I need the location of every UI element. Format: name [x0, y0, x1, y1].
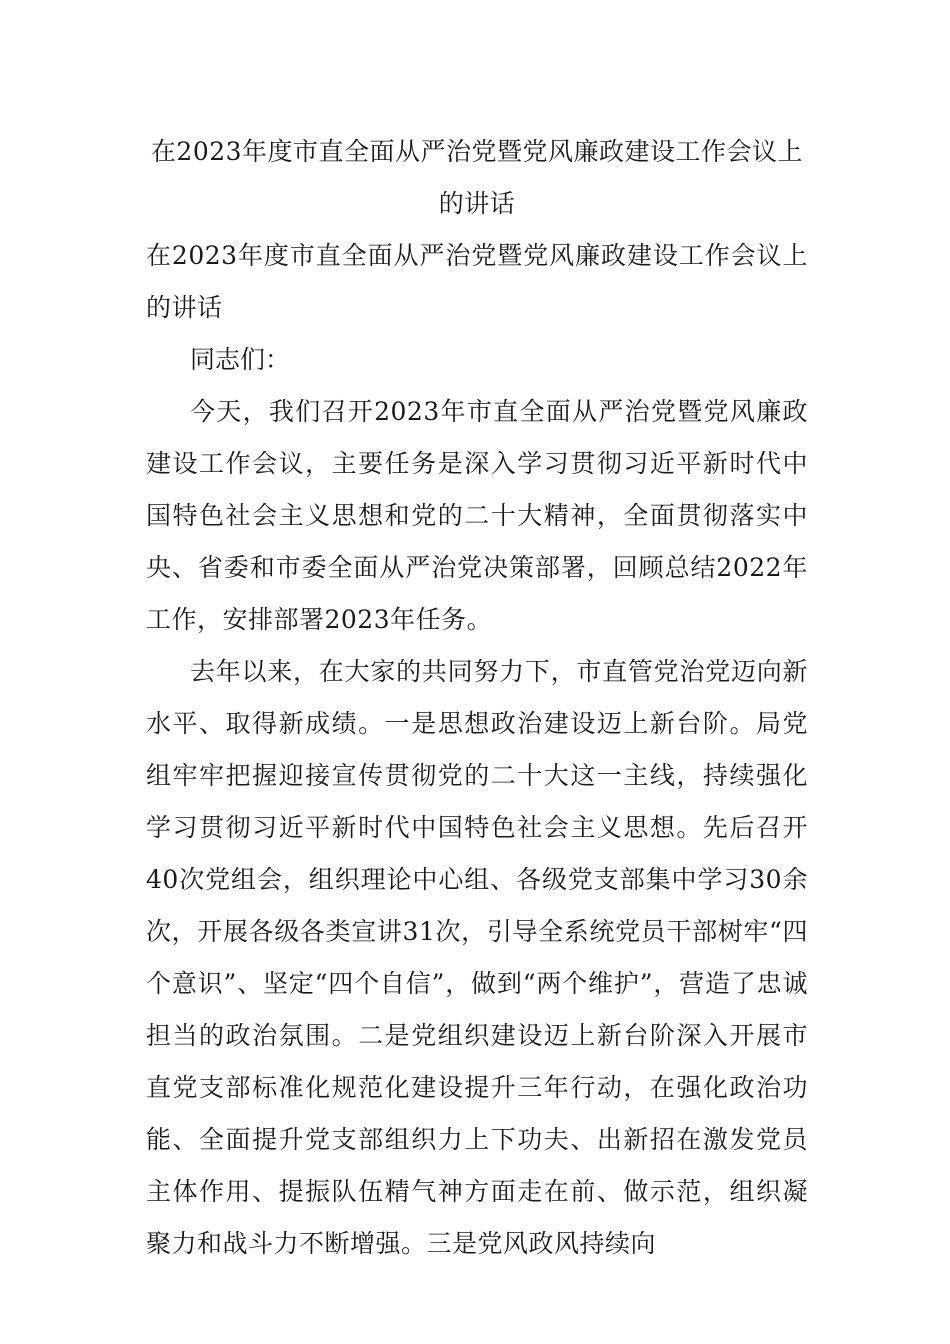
document-title: 在2023年度市直全面从严治党暨党风廉政建设工作会议上的讲话 [150, 137, 804, 218]
salutation: 同志们： [190, 345, 291, 374]
body-paragraph: 今天，我们召开2023年市直全面从严治党暨党风廉政建设工作会议，主要任务是深入学习贯彻习近平新时代中国特色社会主义思想和党的二十大精神，全面贯彻落实中央、省委和市委全面从严治党决策部署，回顾总结2022年工作，安排部署2023年任务。 [146, 397, 808, 634]
body-paragraph: 去年以来，在大家的共同努力下，市直管党治党迈向新水平、取得新成绩。一是思想政治建设迈上新台阶。局党组牢牢把握迎接宣传贯彻党的二十大这一主线，持续强化学习贯彻习近平新时代中国特色社会主义思想。先后召开40次党组会，组织理论中心组、各级党支部集中学习30余次，开展各级各类宣讲31次，引导全系统党员干部树牢“四个意识”、坚定“四个自信”，做到“两个维护”，营造了忠诚担当的政治氛围。二是党组织建设迈上新台阶深入开展市直党支部标准化规范化建设提升三年行动，在强化政治功能、全面提升党支部组织力上下功夫、出新招在激发党员主体作用、提振队伍精气神方面走在前、做示范，组织凝聚力和战斗力不断增强。三是党风政风持续向 [146, 657, 808, 1258]
document-subtitle: 在2023年度市直全面从严治党暨党风廉政建设工作会议上的讲话 [146, 241, 808, 322]
document-page [146, 126, 808, 1270]
